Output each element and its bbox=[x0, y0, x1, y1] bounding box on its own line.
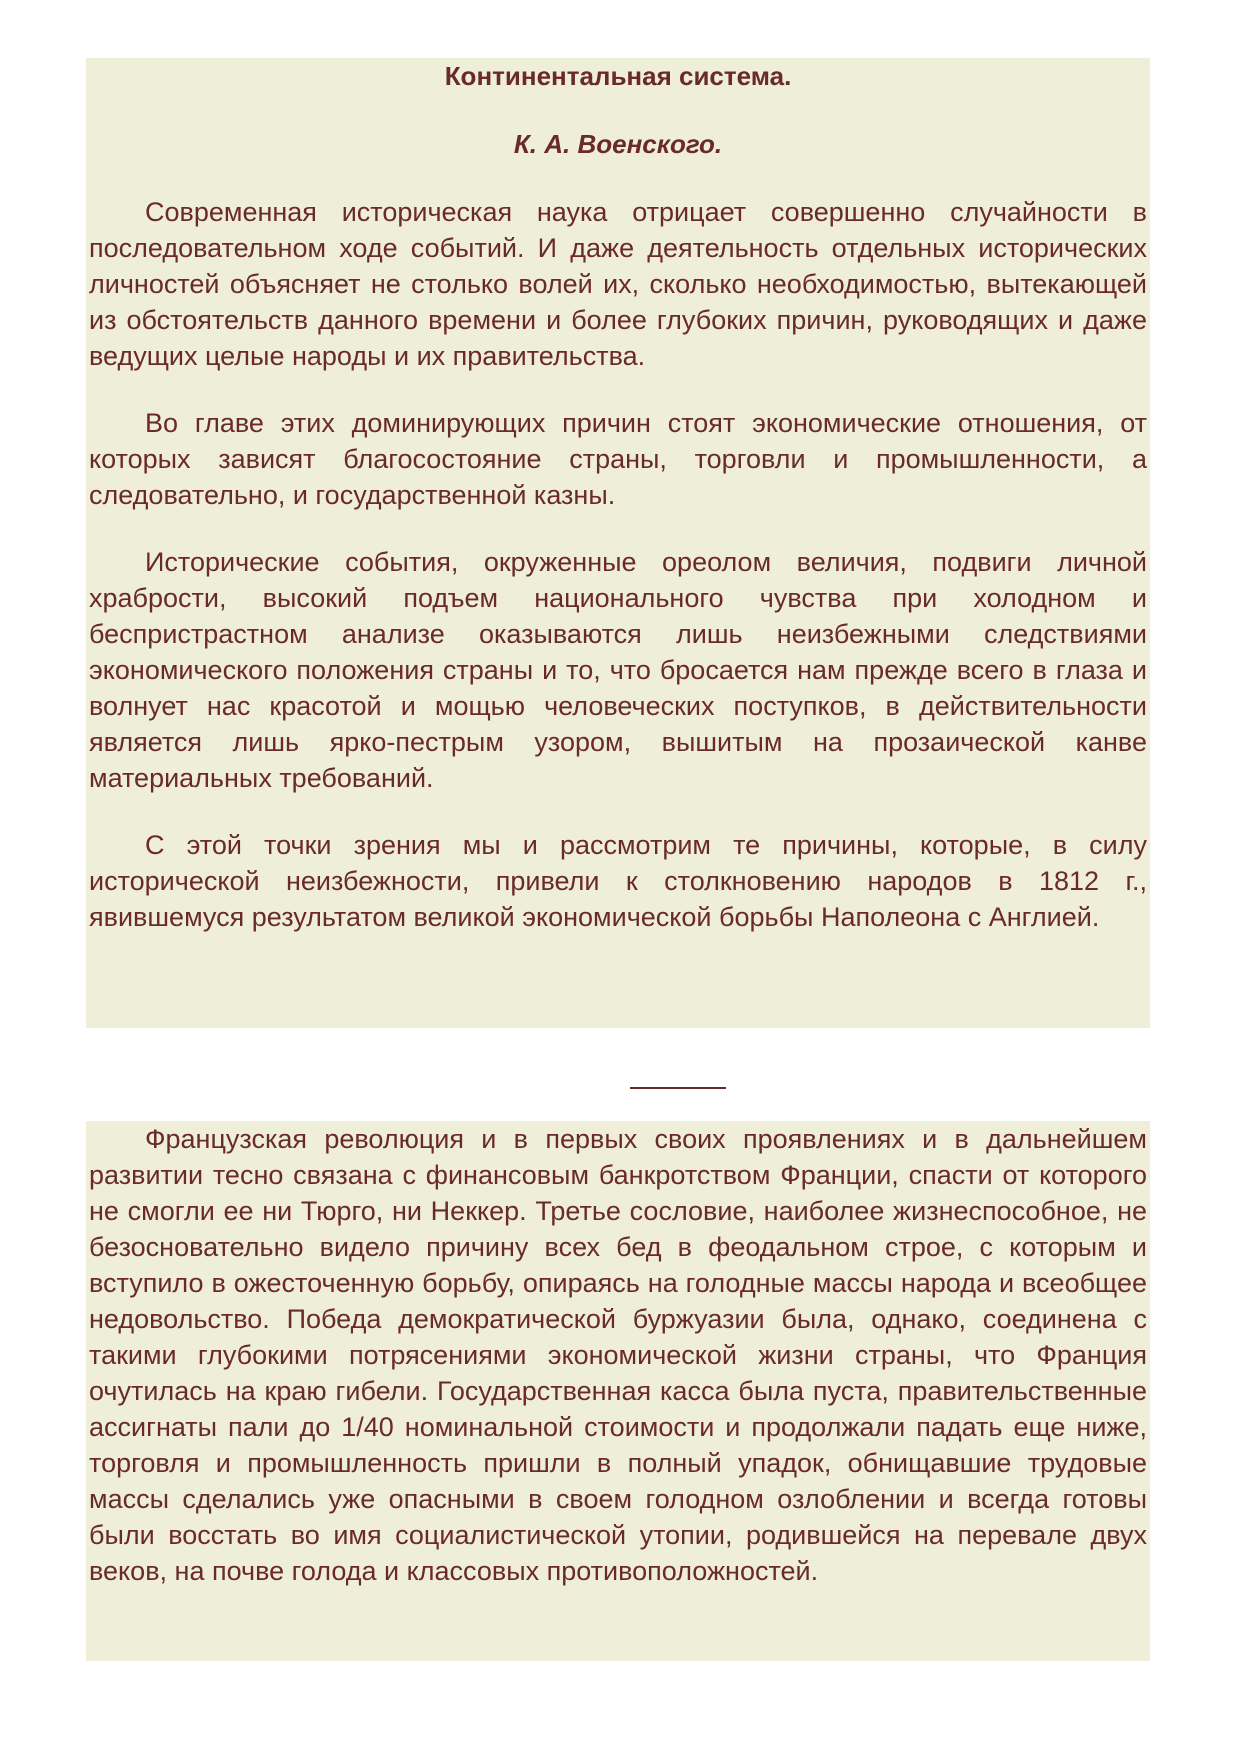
article-section-2 bbox=[86, 1121, 1150, 1661]
paragraph: Современная историческая наука отрицает совершенно случайности в последовательном ходе событий. И даже деятельность отдельных исторических личностей объясняет не столько волей их, сколько необходимостью, вытекающей из обстоятельств данного времени и более глубоких причин, руководящих и даже ведущих целые народы и их правительства. bbox=[89, 197, 1147, 371]
article-title: Континентальная система. bbox=[444, 61, 792, 91]
section-divider bbox=[630, 1087, 726, 1089]
paragraph: Во главе этих доминирующих причин стоят экономические отношения, от которых зависят благосостояние страны, торговли и промышленности, а следовательно, и государственной казны. bbox=[89, 408, 1147, 510]
article-section-1 bbox=[86, 58, 1150, 1028]
paragraph: С этой точки зрения мы и рассмотрим те причины, которые, в силу исторической неизбежности, привели к столкновению народов в 1812 г., явившемуся результатом великой экономической борьбы Наполеона с Англией. bbox=[89, 830, 1147, 932]
article-author: К. А. Военского. bbox=[513, 129, 723, 159]
paragraph: Исторические события, окруженные ореолом величия, подвиги личной храбрости, высокий подъем национального чувства при холодном и беспристрастном анализе оказываются лишь неизбежными следствиями экономического положения страны и то, что бросается нам прежде всего в глаза и волнует нас красотой и мощью человеческих поступков, в действительности является лишь ярко-пестрым узором, вышитым на прозаической канве материальных требований. bbox=[89, 547, 1147, 793]
paragraph: Французская революция и в первых своих проявлениях и в дальнейшем развитии тесно связана с финансовым банкротством Франции, спасти от которого не смогли ее ни Тюрго, ни Неккер. Третье сословие, наиболее жизнеспособное, не безосновательно видело причину всех бед в феодальном строе, с которым и вступило в ожесточенную борьбу, опираясь на голодные массы народа и всеобщее недовольство. Победа демократической буржуазии была, однако, соединена с такими глубокими потрясениями экономической жизни страны, что Франция очутилась на краю гибели. Государственная касса была пуста, правительственные ассигнаты пали до 1/40 номинальной стоимости и продолжали падать еще ниже, торговля и промышленность пришли в полный упадок, обнищавшие трудовые массы сделались уже опасными в своем голодном озлоблении и всегда готовы были восстать во имя социалистической утопии, родившейся на перевале двух веков, на почве голода и классовых противоположностей. bbox=[89, 1124, 1147, 1586]
